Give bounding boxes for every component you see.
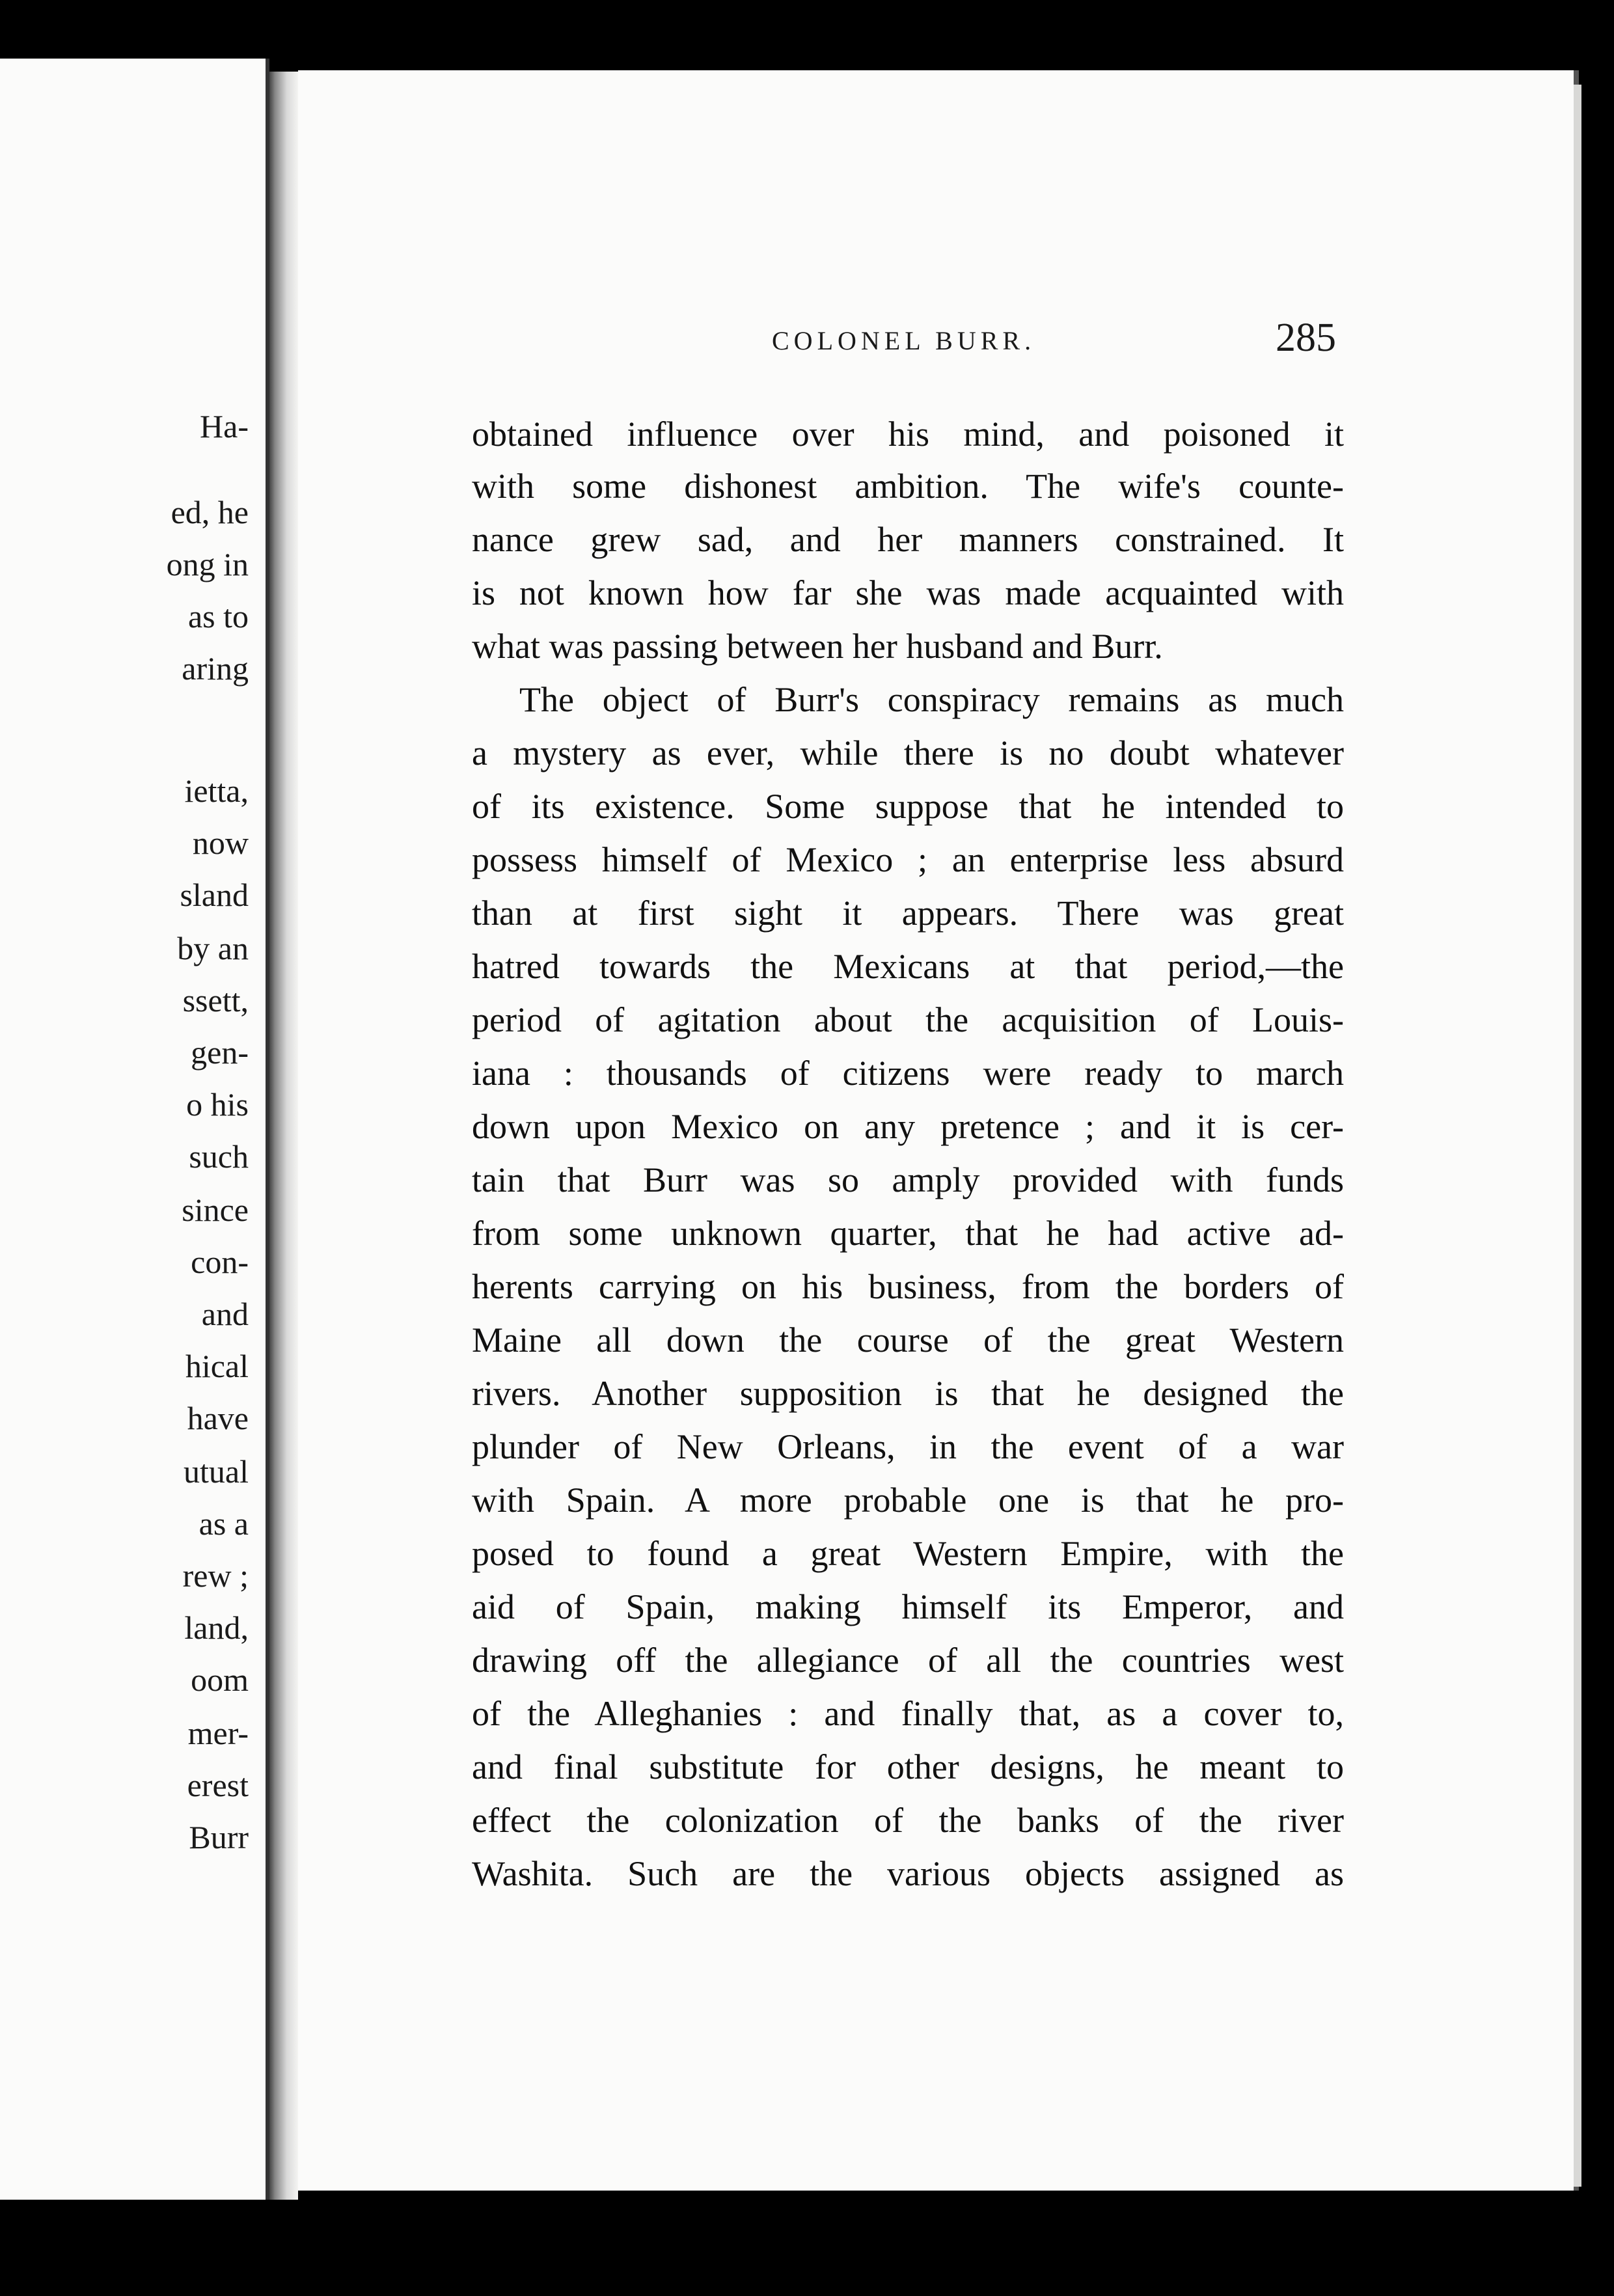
body-line: aid of Spain, making himself its Emperor, and <box>472 1587 1344 1626</box>
body-line: nance grew sad, and her manners constrained. It <box>472 520 1344 559</box>
body-line: tain that Burr was so amply provided with funds <box>472 1160 1344 1199</box>
left-page-line: Ha- <box>200 408 249 444</box>
body-line: The object of Burr's conspiracy remains as much <box>519 680 1344 719</box>
body-line: is not known how far she was made acquainted with <box>472 573 1344 612</box>
left-page-line: mer- <box>187 1715 249 1751</box>
left-page-line: and <box>201 1296 249 1332</box>
left-page-line: sland <box>180 877 249 913</box>
left-page-line: by an <box>177 930 249 966</box>
body-line: hatred towards the Mexicans at that period,—the <box>472 947 1344 986</box>
left-page-line: erest <box>187 1767 249 1803</box>
left-page-line: ietta, <box>184 772 249 809</box>
body-line: than at first sight it appears. There was great <box>472 894 1344 933</box>
body-line: with some dishonest ambition. The wife's counte- <box>472 467 1344 506</box>
body-line: from some unknown quarter, that he had active ad- <box>472 1214 1344 1253</box>
left-page-line: such <box>189 1138 249 1175</box>
body-line: Maine all down the course of the great Western <box>472 1320 1344 1360</box>
left-page-line: utual <box>184 1453 249 1490</box>
left-page <box>0 59 269 2200</box>
body-line: herents carrying on his business, from the borders of <box>472 1267 1344 1306</box>
body-line: with Spain. A more probable one is that he pro- <box>472 1481 1344 1520</box>
left-page-line: o his <box>186 1086 249 1123</box>
body-line: effect the colonization of the banks of the river <box>472 1801 1344 1840</box>
left-page-line: con- <box>191 1244 249 1280</box>
body-line: down upon Mexico on any pretence ; and it is cer- <box>472 1107 1344 1146</box>
left-page-line: since <box>182 1192 249 1228</box>
body-line: possess himself of Mexico ; an enterprise less absurd <box>472 840 1344 879</box>
left-page-line: as a <box>198 1505 249 1542</box>
page-number: 285 <box>1276 316 1336 360</box>
left-page-line: now <box>192 825 249 861</box>
body-line: and final substitute for other designs, he meant to <box>472 1747 1344 1786</box>
left-page-line: gen- <box>191 1034 249 1071</box>
body-line: Washita. Such are the various objects assigned as <box>472 1854 1344 1893</box>
body-line: drawing off the allegiance of all the countries west <box>472 1641 1344 1680</box>
left-page-line: hical <box>185 1348 249 1384</box>
left-page-line: land, <box>184 1609 249 1646</box>
left-page-line: rew ; <box>182 1557 249 1594</box>
body-line: what was passing between her husband and Burr. <box>472 627 1163 666</box>
body-line: a mystery as ever, while there is no doubt whatever <box>472 733 1344 772</box>
body-line: posed to found a great Western Empire, with the <box>472 1534 1344 1573</box>
left-page-line: ed, he <box>171 494 249 530</box>
body-line: period of agitation about the acquisition of Louis- <box>472 1000 1344 1039</box>
body-line: iana : thousands of citizens were ready to march <box>472 1054 1344 1093</box>
body-line: of its existence. Some suppose that he intended to <box>472 787 1344 826</box>
body-line: plunder of New Orleans, in the event of a war <box>472 1427 1344 1466</box>
left-page-line: have <box>187 1400 249 1436</box>
book-gutter <box>269 72 298 2200</box>
body-line: obtained influence over his mind, and poisoned it <box>472 415 1344 454</box>
left-page-line: Burr <box>189 1819 249 1855</box>
body-line: rivers. Another supposition is that he designed the <box>472 1374 1344 1413</box>
left-page-line: aring <box>182 650 249 687</box>
left-page-line: ssett, <box>182 982 249 1018</box>
left-page-line: ong in <box>166 546 249 582</box>
left-page-line: as to <box>187 598 249 635</box>
left-page-line: oom <box>191 1661 249 1698</box>
running-head: COLONEL BURR. <box>772 326 1036 355</box>
body-line: of the Alleghanies : and finally that, as a cover to, <box>472 1694 1344 1733</box>
page-edge <box>1574 85 1581 2187</box>
